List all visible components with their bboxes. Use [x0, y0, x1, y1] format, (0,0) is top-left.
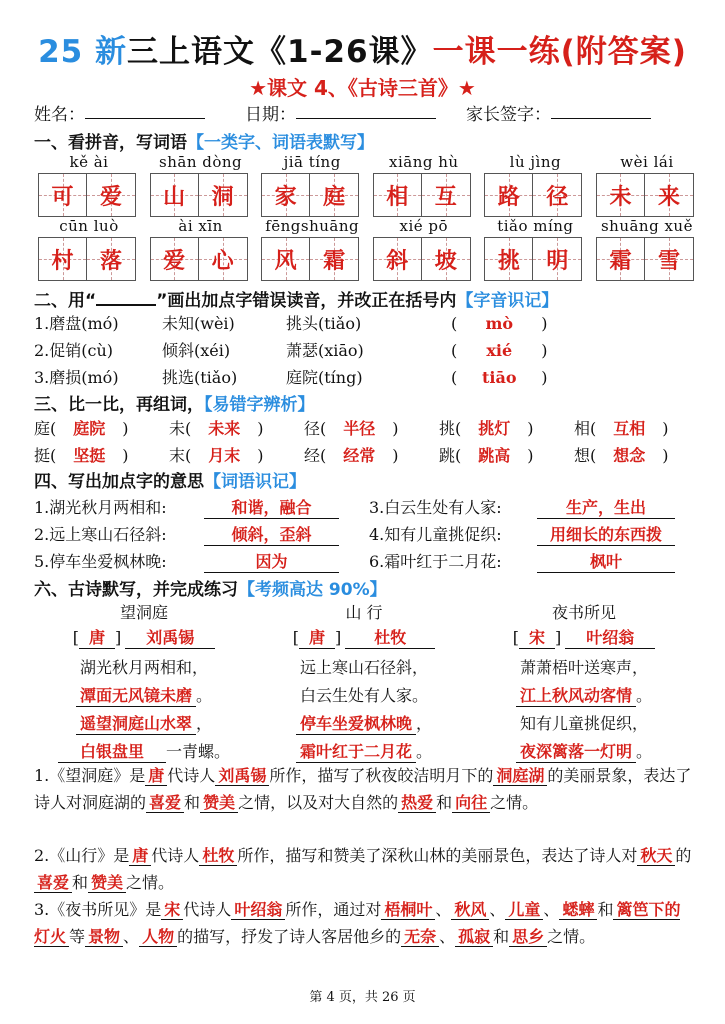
fill-answer[interactable]: 向往	[452, 793, 490, 813]
compare-item	[169, 416, 304, 439]
compare-char: 径(	[304, 419, 327, 438]
page-title	[0, 26, 725, 71]
fill-answer[interactable]: 梧桐叶	[381, 900, 435, 920]
meaning-answer[interactable]: 枫叶	[537, 549, 675, 573]
poem-line-answer[interactable]: 夜深篱落一灯明	[516, 739, 636, 763]
writing-box[interactable]	[199, 173, 248, 217]
answer-char: 径	[546, 184, 569, 210]
item-a: 2.促销(cù)	[34, 341, 114, 360]
name-field[interactable]	[85, 100, 205, 119]
fill-answer[interactable]: 唐	[145, 766, 167, 786]
poem-line-text: 远上寒山石径斜，	[299, 658, 428, 677]
writing-boxes	[38, 173, 140, 217]
question-text: 代诗人	[167, 766, 216, 785]
poem-author[interactable]: 刘禹锡	[125, 625, 215, 649]
compare-char: 末(	[169, 446, 192, 465]
compare-char: 经(	[304, 446, 327, 465]
title-new: 新	[95, 34, 127, 70]
writing-box[interactable]	[596, 237, 645, 281]
writing-boxes	[596, 237, 698, 281]
poem-line-end: 。	[196, 686, 213, 705]
meaning-row	[34, 522, 675, 546]
pinyin-row	[38, 217, 698, 281]
writing-box[interactable]	[38, 173, 87, 217]
item-a: 3.磨损(mó)	[34, 368, 119, 387]
fill-answer[interactable]: 宋	[161, 900, 183, 920]
pinyin-item	[373, 153, 475, 217]
answer-char: 爱	[163, 248, 186, 274]
compare-item	[439, 443, 574, 466]
writing-box[interactable]	[199, 237, 248, 281]
question-text: 2.《山行》是	[34, 846, 130, 865]
poem-title: 望洞庭	[119, 603, 168, 622]
pronunciation-row	[34, 338, 548, 361]
writing-boxes	[150, 173, 252, 217]
writing-box[interactable]	[484, 173, 533, 217]
writing-box[interactable]	[645, 173, 694, 217]
fill-answer[interactable]: 秋风	[451, 900, 489, 920]
writing-boxes	[261, 173, 363, 217]
compare-item	[574, 416, 709, 439]
question-text: 3.《夜书所见》是	[34, 900, 162, 919]
compare-answer[interactable]: 庭院	[73, 419, 106, 438]
section-1-tag: 【一类字、词语表默写】	[187, 133, 374, 153]
writing-boxes	[373, 173, 475, 217]
meaning-row	[34, 549, 675, 573]
question-text: 之情。	[126, 873, 175, 892]
date-field[interactable]	[296, 100, 436, 119]
poem-author-line	[254, 625, 474, 655]
answer-char: 村	[51, 248, 74, 274]
writing-box[interactable]	[310, 173, 359, 217]
compare-answer[interactable]: 挑灯	[478, 419, 511, 438]
pinyin-row	[38, 153, 698, 217]
pinyin-text: kě ài	[69, 153, 109, 171]
item-b: 未知(wèi)	[162, 314, 235, 333]
poem-title: 山 行	[345, 603, 383, 622]
meaning-answer[interactable]: 用细长的东西拨	[537, 522, 675, 546]
section-4-tag: 【词语识记】	[204, 472, 306, 492]
compare-char: 挺(	[34, 446, 57, 465]
poem-author-line	[474, 625, 694, 655]
answer-char: 山	[163, 184, 186, 210]
answer-char: 来	[657, 184, 680, 210]
bracket: [	[512, 628, 519, 647]
title-main: 三上语文《1-26课》	[127, 34, 433, 70]
poem-line	[34, 711, 254, 739]
compare-answer[interactable]: 月末	[208, 446, 241, 465]
poem-line	[254, 655, 474, 683]
meaning-question: 2.远上寒山石径斜:	[34, 525, 167, 544]
pinyin-text: shān dòng	[159, 153, 243, 171]
pinyin-item	[150, 217, 252, 281]
question-text: 的	[675, 846, 692, 865]
poem-line	[34, 683, 254, 711]
poem-author-line	[34, 625, 254, 655]
poem-line	[254, 683, 474, 711]
meaning-question: 6.霜叶红于二月花:	[369, 552, 502, 571]
close-paren: )	[541, 314, 548, 333]
writing-box[interactable]	[596, 173, 645, 217]
compare-char: 未(	[169, 419, 192, 438]
question-1	[34, 762, 694, 816]
item-c: 挑头(tiǎo)	[286, 314, 362, 333]
poem-column	[474, 600, 694, 767]
answer-char: 斜	[386, 248, 409, 274]
compare-answer[interactable]: 跳高	[478, 446, 511, 465]
question-3	[34, 896, 694, 950]
question-text: 和	[436, 793, 453, 812]
close-paren: )	[662, 446, 669, 465]
question-text: 等	[69, 927, 86, 946]
lesson-subtitle: ★课文 4、《古诗三首》★	[249, 76, 476, 100]
poem-line	[34, 655, 254, 683]
writing-boxes	[596, 173, 698, 217]
pinyin-item	[484, 153, 586, 217]
writing-box[interactable]	[310, 237, 359, 281]
question-text: 和	[597, 900, 614, 919]
question-2	[34, 842, 694, 896]
pinyin-item	[596, 217, 698, 281]
section-2-label-end: ”画出加点字错误读音，并改正在括号内	[156, 291, 457, 311]
question-text: 所作，通过对	[285, 900, 382, 919]
compare-item	[304, 416, 439, 439]
question-text: 、	[123, 927, 140, 946]
meaning-question: 1.湖光秋月两相和:	[34, 498, 167, 517]
meaning-answer[interactable]: 和谐，融合	[204, 495, 339, 519]
close-paren: )	[122, 446, 129, 465]
poem-line-answer[interactable]: 霜叶红于二月花	[296, 739, 416, 763]
compare-item	[574, 443, 709, 466]
bracket: ]	[115, 628, 122, 647]
item-c: 萧瑟(xiāo)	[286, 341, 364, 360]
fill-answer[interactable]: 洞庭湖	[493, 766, 547, 786]
section-1-heading	[34, 128, 374, 153]
answer-char: 心	[211, 248, 234, 274]
bracket: ]	[555, 628, 562, 647]
poem-line-end: 。	[416, 742, 433, 761]
name-label: 姓名：	[34, 105, 85, 125]
pinyin-item	[150, 153, 252, 217]
title-red: 一课一练(附答案)	[432, 34, 687, 70]
section-6-tag: 【考频高达 90%】	[238, 580, 387, 600]
pinyin-text: xié pō	[399, 217, 449, 235]
question-text: 、	[435, 900, 452, 919]
fill-answer[interactable]: 赞美	[200, 793, 238, 813]
poem-line-answer[interactable]: 停车坐爱枫林晚	[296, 711, 416, 735]
writing-box[interactable]	[150, 237, 199, 281]
answer-char: 霜	[609, 248, 632, 274]
writing-box[interactable]	[373, 173, 422, 217]
fill-answer[interactable]: 唐	[129, 846, 151, 866]
fill-answer[interactable]: 人物	[139, 927, 177, 947]
poem-line-answer[interactable]: 潭面无风镜未磨	[76, 683, 196, 707]
poem-line-text: 湖光秋月两相和，	[79, 658, 208, 677]
fill-answer[interactable]: 蟋蟀	[559, 900, 597, 920]
writing-box[interactable]	[533, 237, 582, 281]
compare-item	[169, 443, 304, 466]
close-paren: )	[257, 446, 264, 465]
writing-box[interactable]	[38, 237, 87, 281]
open-paren: (	[451, 314, 458, 333]
answer-char: 互	[434, 184, 457, 210]
compare-item	[34, 443, 169, 466]
close-paren: )	[527, 446, 534, 465]
question-text: 的美丽景象，表达了诗人对洞庭湖的	[34, 766, 692, 812]
compare-char: 想(	[574, 446, 597, 465]
writing-boxes	[261, 237, 363, 281]
pinyin-item	[596, 153, 698, 217]
writing-box[interactable]	[422, 173, 471, 217]
pinyin-text: cūn luò	[59, 217, 119, 235]
writing-box[interactable]	[484, 237, 533, 281]
section-1-label: 一、看拼音，写词语	[34, 133, 187, 153]
answer-char: 可	[51, 184, 74, 210]
question-text: 所作，描写了秋夜皎洁明月下的	[269, 766, 494, 785]
pinyin-item	[373, 217, 475, 281]
section-3-tag: 【易错字辨析】	[204, 395, 315, 415]
writing-box[interactable]	[261, 237, 310, 281]
answer-char: 风	[274, 248, 297, 274]
pinyin-item	[484, 217, 586, 281]
student-info	[34, 100, 704, 125]
poem-dynasty[interactable]: 唐	[299, 625, 335, 649]
question-text: 代诗人	[151, 846, 200, 865]
poem-line-end: 一青螺。	[165, 742, 230, 761]
bracket: [	[72, 628, 79, 647]
poem-line-answer[interactable]: 江上秋风动客情	[516, 683, 636, 707]
pinyin-item	[38, 217, 140, 281]
title-number: 25	[38, 34, 84, 70]
section-4-label: 四、写出加点字的意思	[34, 472, 204, 492]
compare-row	[34, 416, 709, 439]
fill-answer[interactable]: 热爱	[398, 793, 436, 813]
item-b: 倾斜(xéi)	[162, 341, 231, 360]
poem-line-text: 白云生处有人家。	[299, 686, 428, 705]
pinyin-text: ài xīn	[178, 217, 223, 235]
writing-box[interactable]	[533, 173, 582, 217]
poem-line	[474, 655, 694, 683]
pinyin-item	[261, 153, 363, 217]
poem-line-end: ，	[416, 714, 433, 733]
close-paren: )	[392, 419, 399, 438]
poem-line-answer[interactable]: 白银盘里	[58, 739, 166, 763]
close-paren: )	[392, 446, 399, 465]
compare-item	[304, 443, 439, 466]
compare-answer[interactable]: 互相	[613, 419, 646, 438]
bracket: ]	[335, 628, 342, 647]
question-text: 1.《望洞庭》是	[34, 766, 146, 785]
answer-char: 路	[497, 184, 520, 210]
correction-answer[interactable]: xié	[486, 341, 513, 360]
open-paren: (	[451, 341, 458, 360]
compare-answer[interactable]: 坚挺	[73, 446, 106, 465]
poem-line	[474, 711, 694, 739]
compare-answer[interactable]: 未来	[208, 419, 241, 438]
poem-column	[254, 600, 474, 767]
open-paren: (	[451, 368, 458, 387]
pinyin-item	[261, 217, 363, 281]
fill-answer[interactable]: 无奈	[401, 927, 439, 947]
section-2-tag: 【字音识记】	[456, 291, 559, 311]
poem-line-end: 。	[636, 742, 653, 761]
question-text: 和	[72, 873, 89, 892]
question-text: 和	[493, 927, 510, 946]
writing-box[interactable]	[150, 173, 199, 217]
poem-line-text: 萧萧梧叶送寒声，	[519, 658, 648, 677]
question-text: 、	[489, 900, 506, 919]
fill-answer[interactable]: 赞美	[88, 873, 126, 893]
pinyin-text: wèi lái	[620, 153, 674, 171]
answer-char: 洞	[211, 184, 234, 210]
question-text: 之情，以及对大自然的	[238, 793, 399, 812]
section-6-heading	[34, 575, 387, 600]
writing-boxes	[150, 237, 252, 281]
meaning-question: 5.停车坐爱枫林晚:	[34, 552, 167, 571]
compare-item	[439, 416, 574, 439]
question-text: 所作，描写和赞美了深秋山林的美丽景色，表达了诗人对	[237, 846, 638, 865]
correction-answer[interactable]: tiāo	[481, 368, 517, 387]
fill-answer[interactable]: 秋天	[637, 846, 675, 866]
writing-box[interactable]	[261, 173, 310, 217]
compare-item	[34, 416, 169, 439]
fill-answer[interactable]: 喜爱	[146, 793, 184, 813]
compare-char: 跳(	[439, 446, 462, 465]
fill-answer[interactable]: 篱笆下的灯火	[34, 900, 681, 946]
fill-answer[interactable]: 景物	[85, 927, 123, 947]
pinyin-text: fēngshuāng	[265, 217, 360, 235]
compare-char: 庭(	[34, 419, 57, 438]
meaning-answer[interactable]: 倾斜，歪斜	[204, 522, 339, 546]
pinyin-text: tiǎo míng	[497, 217, 574, 235]
writing-box[interactable]	[87, 237, 136, 281]
date-label: 日期：	[245, 105, 296, 125]
item-c: 庭院(tíng)	[286, 368, 363, 387]
compare-answer[interactable]: 想念	[613, 446, 646, 465]
poem-line-end: 。	[636, 686, 653, 705]
question-text: 代诗人	[183, 900, 232, 919]
fill-answer[interactable]: 叶绍翁	[231, 900, 285, 920]
meaning-question: 4.知有儿童挑促织:	[369, 525, 502, 544]
section-6-label: 六、古诗默写，并完成练习	[34, 580, 238, 600]
answer-char: 雪	[657, 248, 680, 274]
meaning-answer[interactable]: 生产，生出	[537, 495, 675, 519]
question-text: 之情。	[490, 793, 539, 812]
page-footer: 第 4 页，共 26 页	[309, 990, 416, 1005]
close-paren: )	[541, 368, 548, 387]
item-a: 1.磨盘(mó)	[34, 314, 119, 333]
meaning-question: 3.白云生处有人家:	[369, 498, 502, 517]
writing-boxes	[484, 173, 586, 217]
answer-char: 挑	[497, 248, 520, 274]
underline-sample	[96, 292, 156, 306]
poem-column	[34, 600, 254, 767]
answer-char: 霜	[323, 248, 346, 274]
fill-answer[interactable]: 儿童	[505, 900, 543, 920]
poem-author[interactable]: 杜牧	[345, 625, 435, 649]
poem-title: 夜书所见	[551, 603, 616, 622]
section-3-label: 三、比一比，再组词，	[34, 395, 204, 415]
close-paren: )	[541, 341, 548, 360]
answer-char: 落	[99, 248, 122, 274]
poem-line-text: 知有儿童挑促织，	[519, 714, 648, 733]
poem-line	[254, 711, 474, 739]
writing-box[interactable]	[373, 237, 422, 281]
fill-answer[interactable]: 思乡	[509, 927, 547, 947]
answer-char: 坡	[434, 248, 457, 274]
answer-char: 相	[386, 184, 409, 210]
writing-boxes	[373, 237, 475, 281]
question-text: 、	[543, 900, 560, 919]
pronunciation-row	[34, 365, 548, 388]
fill-answer[interactable]: 杜牧	[199, 846, 237, 866]
question-text: 、	[439, 927, 456, 946]
section-3-heading	[34, 390, 315, 415]
poem-dynasty[interactable]: 宋	[519, 625, 555, 649]
pinyin-text: xiāng hù	[389, 153, 459, 171]
section-2-label-start: 二、用“	[34, 291, 97, 311]
compare-answer[interactable]: 半径	[343, 419, 376, 438]
writing-boxes	[484, 237, 586, 281]
poem-line-end: ，	[196, 714, 213, 733]
close-paren: )	[257, 419, 264, 438]
writing-boxes	[38, 237, 140, 281]
close-paren: )	[122, 419, 129, 438]
pinyin-text: shuāng xuě	[600, 217, 693, 235]
item-b: 挑选(tiǎo)	[162, 368, 238, 387]
fill-answer[interactable]: 孤寂	[455, 927, 493, 947]
poem-author[interactable]: 叶绍翁	[565, 625, 655, 649]
compare-row	[34, 443, 709, 466]
meaning-answer[interactable]: 因为	[204, 549, 339, 573]
pinyin-text: lù jìng	[509, 153, 562, 171]
question-text: 之情。	[547, 927, 596, 946]
answer-char: 明	[546, 248, 569, 274]
writing-box[interactable]	[645, 237, 694, 281]
pronunciation-row	[34, 311, 548, 334]
answer-char: 家	[274, 184, 297, 210]
meaning-row	[34, 495, 675, 519]
bracket: [	[292, 628, 299, 647]
answer-char: 爱	[99, 184, 122, 210]
compare-answer[interactable]: 经常	[343, 446, 376, 465]
section-4-heading	[34, 467, 306, 492]
close-paren: )	[527, 419, 534, 438]
writing-box[interactable]	[87, 173, 136, 217]
parent-signature-label: 家长签字：	[466, 105, 551, 125]
poem-line-answer[interactable]: 遥望洞庭山水翠	[76, 711, 196, 735]
fill-answer[interactable]: 喜爱	[34, 873, 72, 893]
fill-answer[interactable]: 刘禹锡	[215, 766, 269, 786]
compare-char: 相(	[574, 419, 597, 438]
question-text: 的描写，抒发了诗人客居他乡的	[177, 927, 402, 946]
section-2-heading	[34, 286, 558, 311]
parent-signature-field[interactable]	[551, 100, 651, 119]
pinyin-text: jiā tíng	[283, 153, 341, 171]
question-text: 和	[184, 793, 201, 812]
compare-char: 挑(	[439, 419, 462, 438]
poem-dynasty[interactable]: 唐	[79, 625, 115, 649]
poem-line	[474, 683, 694, 711]
answer-char: 庭	[323, 184, 346, 210]
writing-box[interactable]	[422, 237, 471, 281]
pinyin-item	[38, 153, 140, 217]
answer-char: 未	[609, 184, 632, 210]
correction-answer[interactable]: mò	[485, 314, 514, 333]
close-paren: )	[662, 419, 669, 438]
